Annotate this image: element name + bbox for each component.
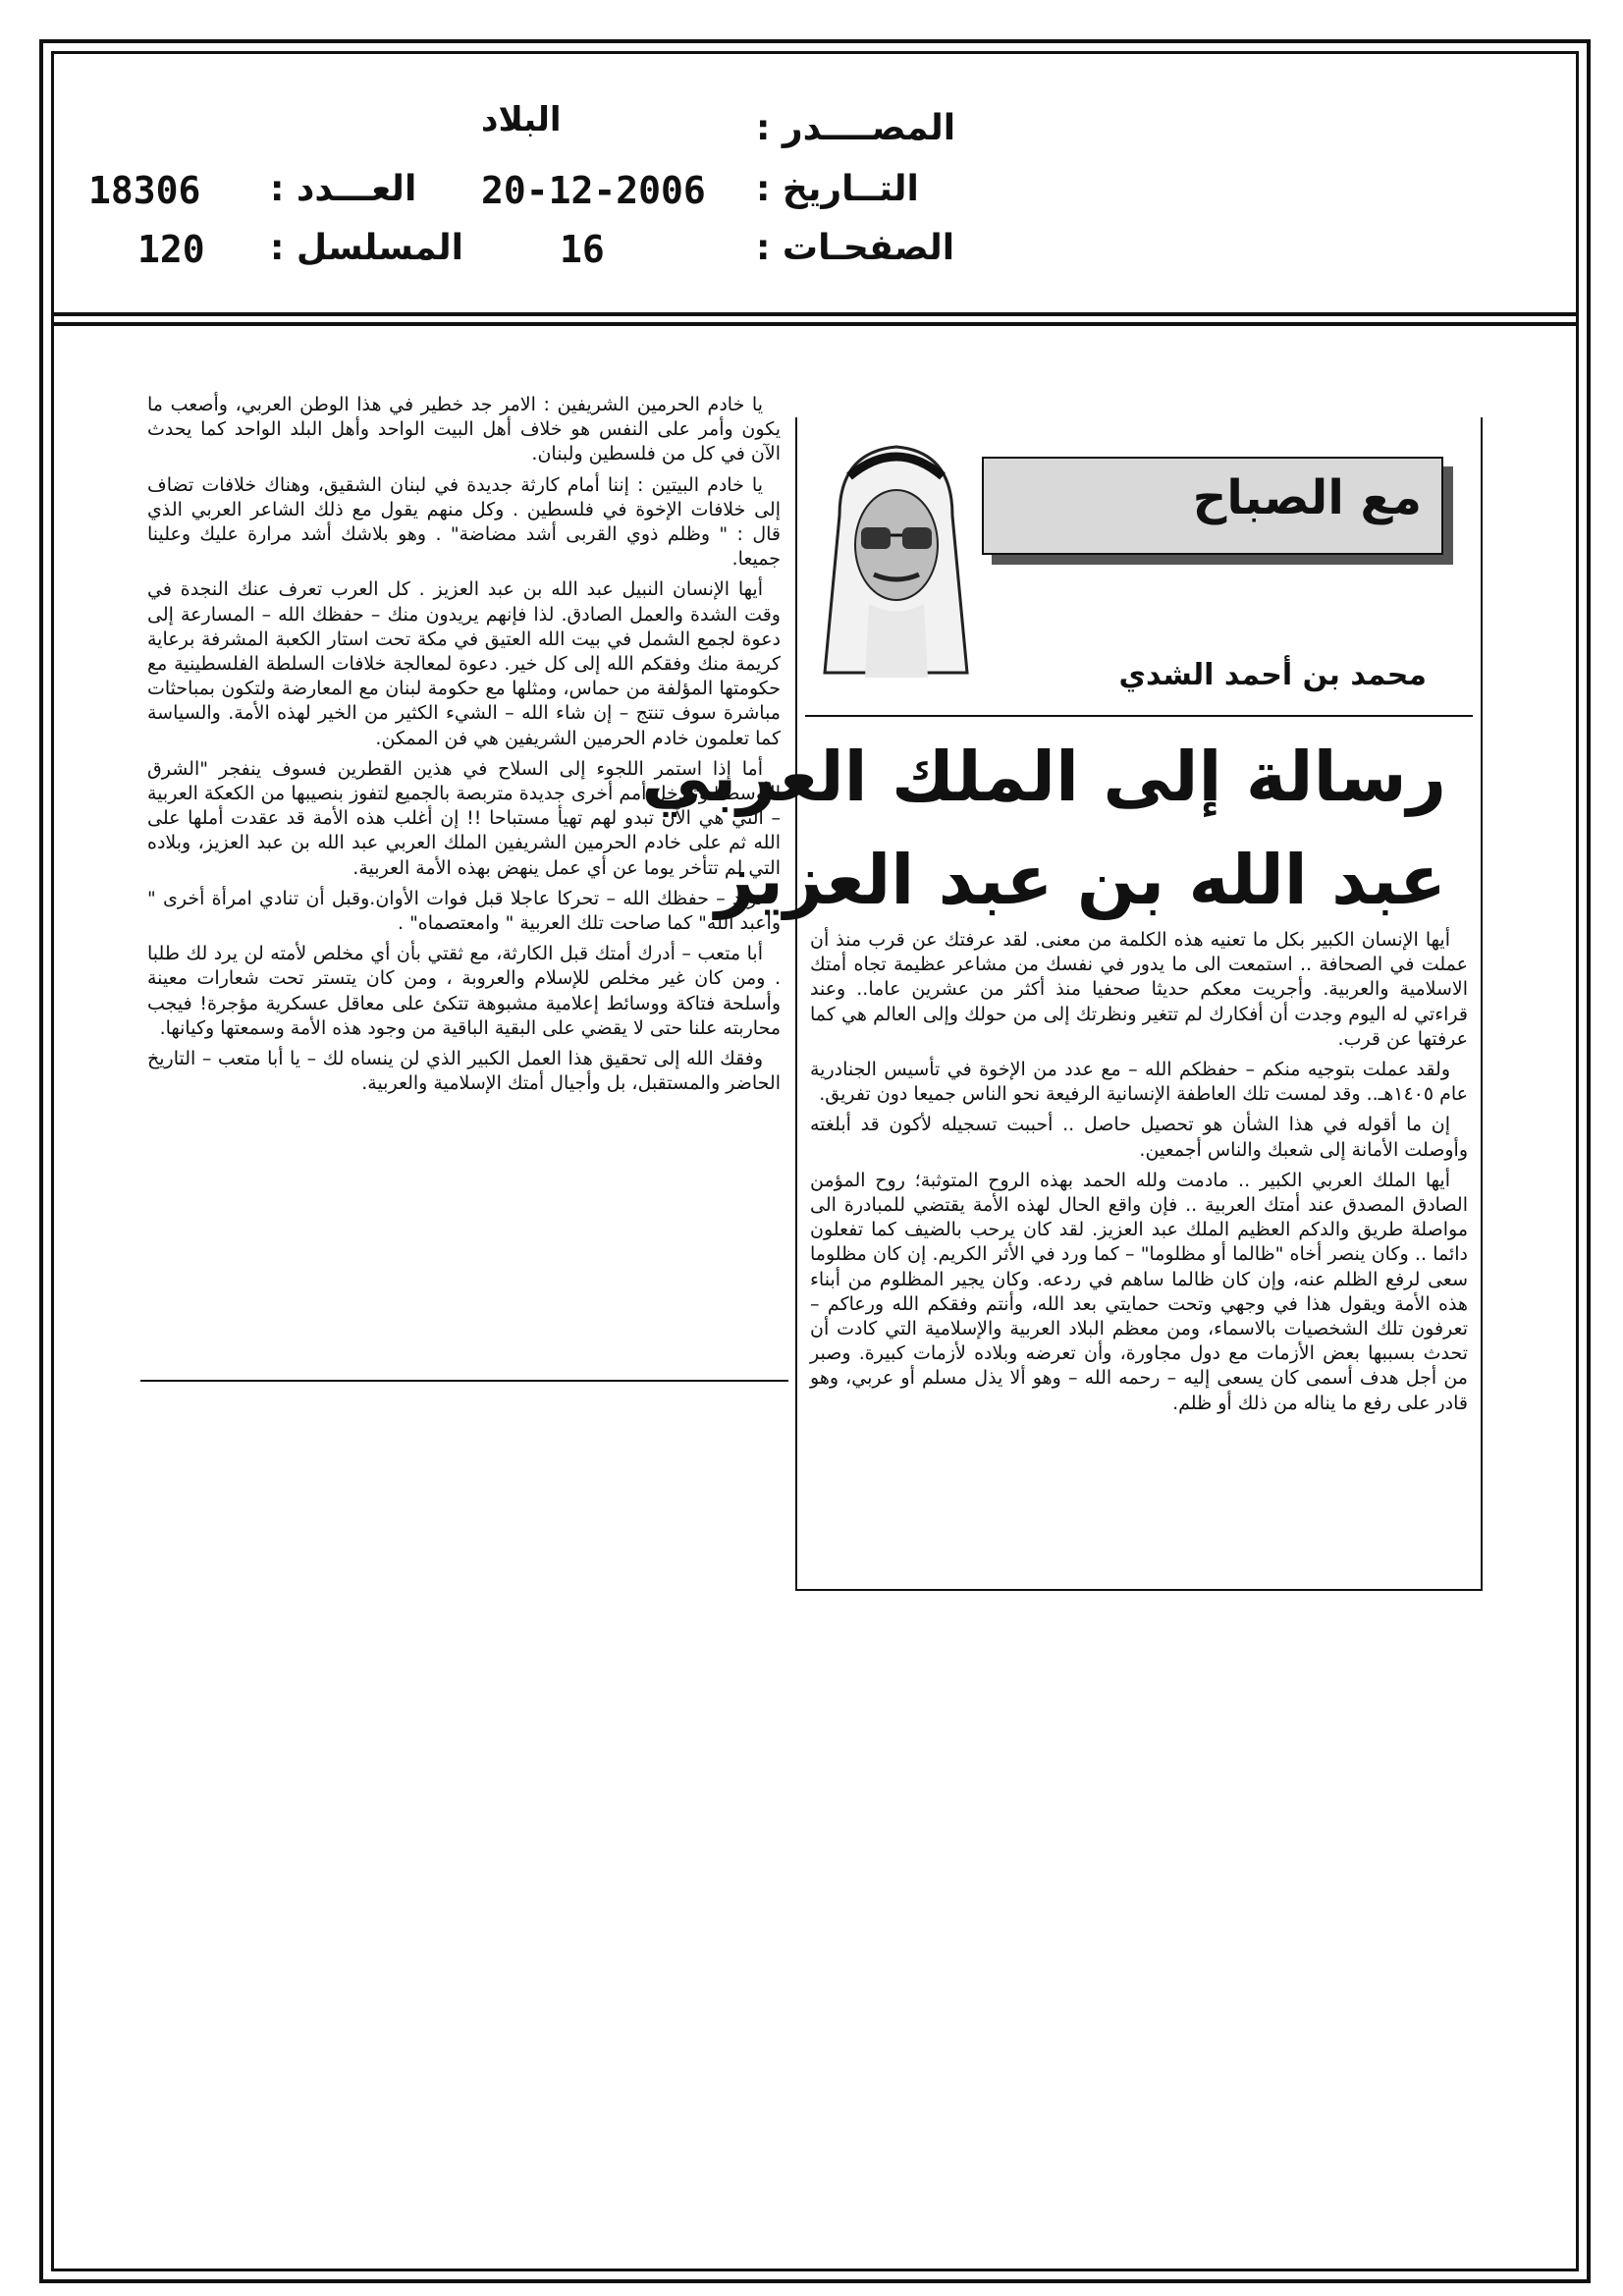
source-value: البلاد — [481, 100, 562, 139]
issue-label: العـــدد : — [270, 169, 417, 209]
paragraph: أما إذا استمر اللجوء إلى السلاح في هذين القطرين فسوف ينفجر "الشرق الأوسط" وتتدخل أمم أخرى جديدة متربصة بالجميع لتفوز بنصيبها من الكعكة العربية – التي هي الآن تبدو لهم تهيأ مستباحا !! إن أغلب هذه الأمة قد عقدت أملها على الله ثم على خادم الحرمين الشريفين الملك العربي عبد الله بن عبد العزيز، وبلاده التي لم تتأخر يوما عن أي عمل ينهض بهذه الأمة العربية. — [147, 757, 781, 879]
column-banner-title: مع الصباح — [1192, 470, 1422, 525]
paragraph: أبا متعب – أدرك أمتك قبل الكارثة، مع ثقتي بأن أي مخلص لأمته لن يرد لك طلبا . ومن كان غير مخلص للإسلام والعروبة ، ومن كان يتستر تحت شعارات معينة وأسلحة فتاكة ووسائط إعلامية مشبوهة تتكئ على معاقل عسكرية مؤجرة! فيجب محاربته علنا حتى لا يقضي على البقية الباقية من وجود هذه الأمة وسمعتها وكيانها. — [147, 943, 781, 1039]
paragraph: وفقك الله إلى تحقيق هذا العمل الكبير الذي لن ينساه لك – يا أبا متعب – التاريخ الحاضر والمستقبل، بل وأجيال أمتك الإسلامية والعربية. — [147, 1048, 781, 1095]
header-divider-top — [51, 312, 1579, 316]
paragraph: أيها الإنسان النبيل عبد الله بن عبد العزيز . كل العرب تعرف عنك النجدة في وقت الشدة والعمل الصادق. لذا فإنهم يريدون منك – حفظك الله – المسارعة إلى دعوة لجمع الشمل في بيت الله العتيق في مكة تحت استار الكعبة المشرفة برعاية كريمة منك وفقكم الله إلى كل خير. دعوة لمعالجة خلافات السلطة الفلسطينية مع حكومتها المؤلفة من حماس، ومثلها مع حكومة لبنان مع المعارضة ولتكون بمباحثات مباشرة سوف تنتج – إن شاء الله – الشيء الكثير من الخير لهذه الأمة. والسياسة كما تعلمون خادم الحرمين الشريفين هي فن الممكن. — [147, 578, 781, 749]
pages-value: 16 — [560, 228, 605, 271]
title-rule-top — [805, 715, 1473, 717]
paragraph: نريد – حفظك الله – تحركا عاجلا قبل فوات الأوان.وقبل أن تنادي امرأة أخرى " واعبد الله" كما صاحت تلك العربية " وامعتصماه" . — [147, 887, 781, 935]
author-name: محمد بن أحمد الشدي — [1118, 658, 1427, 692]
article-title-line2: عبد الله بن عبد العزيز — [715, 840, 1446, 920]
article-title-line1: رسالة إلى الملك العربي — [641, 737, 1446, 817]
header-divider-bottom — [51, 322, 1579, 326]
article-left-column — [147, 393, 781, 1102]
serial-label: المسلسل : — [270, 228, 464, 268]
date-label: التــاريخ : — [756, 169, 919, 209]
paragraph: أيها الملك العربي الكبير .. مادمت ولله الحمد بهذه الروح المتوثبة؛ روح المؤمن الصادق المصدق عند أمتك العربية .. فإن واقع الحال لهذه الأمة يقتضي للمبادرة الى مواصلة طريق والدكم العظيم الملك عبد العزيز. لقد كان يرحب بالضيف كما تفعلون دائما .. وكان ينصر أخاه "ظالما أو مظلوما" – كما ورد في الأثر الكريم. إن كان مظلوما سعى لرفع الظلم عنه، وإن كان ظالما ساهم في ردعه. وكان يجير المظلوم من أبناء هذه الأمة ويقول هذا في وجهي وتحت حمايتي بعد الله، وأنتم وفقكم الله ورعاكم – تعرفون تلك الشخصيات بالاسماء، ومن معظم البلاد العربية والإسلامية التي كادت أن تحدث بسببها بعض الأزمات مع دول مجاورة، وأن تعرضه وبلاده لأزمات كبيرة. وصبر من أجل هدف أسمى كان يسعى إليه – رحمه الله – وهو ألا يذل مسلم أو عربي، وهو قادر على رفع ما يناله من ذلك أو ظلم. — [810, 1169, 1468, 1414]
paragraph: يا خادم البيتين : إننا أمام كارثة جديدة في لبنان الشقيق، وهناك خلافات تضاف إلى خلافات الإخوة في فلسطين . وكل منهم يقول مع ذلك الشاعر العربي الذي قال : " وظلم ذوي القربى أشد مضاضة" . وهو بلاشك أشد مرارة عليك وعلينا جميعا. — [147, 473, 781, 571]
issue-value: 18306 — [88, 169, 201, 212]
source-label: المصــــدر : — [756, 108, 956, 148]
date-value: 20-12-2006 — [481, 169, 706, 212]
pages-label: الصفحـات : — [756, 228, 955, 268]
author-portrait — [820, 437, 972, 678]
column-banner — [982, 457, 1453, 565]
paragraph: ولقد عملت بتوجيه منكم – حفظكم الله – مع عدد من الإخوة في تأسيس الجنادرية عام ١٤٠٥هـ.. وقد لمست تلك العاطفة الإنسانية الرفيعة نحو الناس جميعا دون تفريق. — [810, 1059, 1468, 1106]
banner-body — [982, 457, 1443, 555]
serial-value: 120 — [137, 228, 205, 271]
paragraph: إن ما أقوله في هذا الشأن هو تحصيل حاصل .. أحببت تسجيله لأكون قد أبلغته وأوصلت الأمانة إلى شعبك والناس أجمعين. — [810, 1114, 1468, 1161]
article-right-column — [810, 928, 1468, 1422]
left-column-end-rule — [140, 1380, 788, 1382]
paragraph: أيها الإنسان الكبير بكل ما تعنيه هذه الكلمة من معنى. لقد عرفتك عن قرب منذ أن عملت في الصحافة .. استمعت الى ما يدور في نفسك من مشاعر عظيمة تجاه أمتك الاسلامية والعربية. وأجريت معكم حديثا صحفيا منذ أكثر من عشرين عاما.. وعند قراءتي له اليوم وجدت أن أفكارك لم تتغير ونظرتك إلى من حولك وإلى العالم هي كما عرفتها عن قرب. — [810, 929, 1468, 1050]
paragraph: يا خادم الحرمين الشريفين : الامر جد خطير في هذا الوطن العربي، وأصعب ما يكون وأمر على النفس هو خلاف أهل البيت الواحد وأهل البلد الواحد كما يحدث الآن في كل من فلسطين ولبنان. — [147, 394, 781, 465]
